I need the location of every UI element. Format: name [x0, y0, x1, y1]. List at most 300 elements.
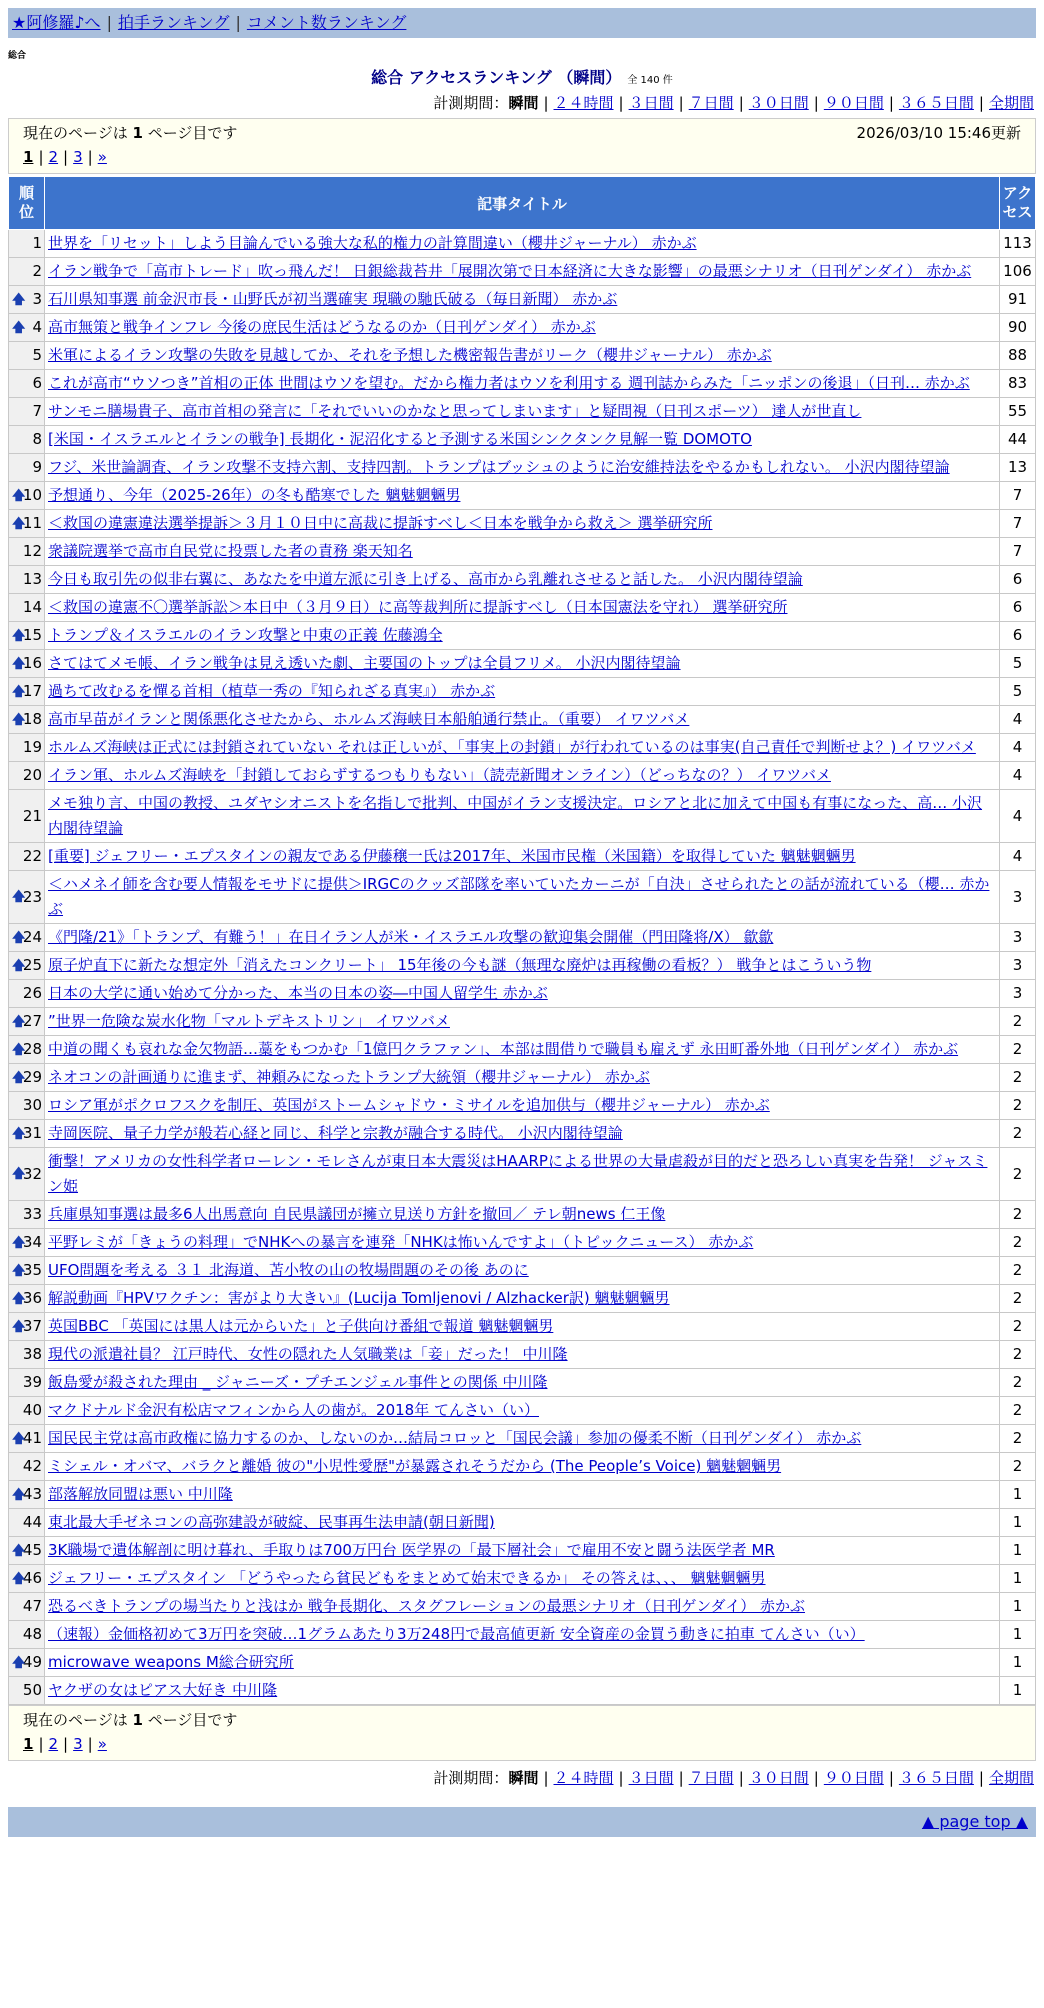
header-rank: 順位: [9, 177, 45, 230]
table-row: [9, 1565, 1036, 1593]
article-link[interactable]: 過ちて改むるを憚る首相（植草一秀の『知られざる真実』） 赤かぶ: [48, 682, 496, 700]
article-link[interactable]: 部落解放同盟は悪い 中川隆: [48, 1485, 233, 1503]
article-link[interactable]: 国民民主党は高市政権に協力するのか、しないのか…結局コロッと「国民会議」参加の優柔不断（日刊ゲンダイ） 赤かぶ: [48, 1429, 862, 1447]
page-link[interactable]: 3: [73, 148, 83, 166]
article-link[interactable]: ネオコンの計画通りに進まず、神頼みになったトランプ大統領（櫻井ジャーナル） 赤かぶ: [48, 1068, 650, 1086]
period-option-link[interactable]: ９０日間: [823, 1769, 884, 1787]
title-cell: [45, 566, 1000, 594]
article-link[interactable]: トランプ＆イスラエルのイラン攻撃と中東の正義 佐藤鴻全: [48, 626, 443, 644]
rank-cell: [9, 1677, 45, 1705]
rank-cell: [9, 1565, 45, 1593]
rank-cell: [9, 678, 45, 706]
article-link[interactable]: 衆議院選挙で高市自民党に投票した者の責務 楽天知名: [48, 542, 413, 560]
article-link[interactable]: さてはてメモ帳、イラン戦争は見え透いた劇、主要国のトップは全員フリメ。 小沢内閣待望論: [48, 654, 681, 672]
table-row: [9, 1621, 1036, 1649]
rank-number: 14: [22, 598, 42, 616]
article-link[interactable]: 原子炉直下に新たな想定外「消えたコンクリート」 15年後の今も謎（無理な廃炉は再稼働の看板？） 戦争とはこういう物: [48, 956, 872, 974]
table-row: [9, 843, 1036, 871]
period-separator: |: [678, 94, 684, 112]
period-option-link[interactable]: ３０日間: [748, 94, 809, 112]
title-cell: [45, 370, 1000, 398]
rank-cell: [9, 1285, 45, 1313]
rank-number: 38: [22, 1345, 42, 1363]
title-cell: [45, 843, 1000, 871]
table-row: [9, 1257, 1036, 1285]
next-page-link[interactable]: »: [97, 148, 107, 166]
article-link[interactable]: ジェフリー・エプスタイン 「どうやったら貧民どもをまとめて始末できるか」 その答えは、、、 魑魅魍魎男: [48, 1569, 766, 1587]
rank-cell: [9, 843, 45, 871]
period-option-link[interactable]: ３６５日間: [898, 1769, 974, 1787]
arrow-up-icon: 🡅: [12, 1263, 26, 1278]
rank-cell: [9, 980, 45, 1008]
article-link[interactable]: ロシア軍がポクロフスクを制圧、英国がストームシャドウ・ミサイルを追加供与（櫻井ジャーナル） 赤かぶ: [48, 1096, 770, 1114]
article-link[interactable]: ＜救国の違憲違法選挙提訴＞３月１０日中に高裁に提訴すべし＜日本を戦争から救え＞ 選挙研究所: [48, 514, 713, 532]
access-count: 7: [1000, 510, 1036, 538]
title-cell: [45, 1621, 1000, 1649]
rank-number: 16: [22, 654, 42, 672]
arrow-up-icon: 🡅: [12, 712, 26, 727]
rank-cell: [9, 1481, 45, 1509]
rank-cell: [9, 398, 45, 426]
period-separator: |: [978, 1769, 984, 1787]
period-option-link[interactable]: ３０日間: [748, 1769, 809, 1787]
pager-top: [8, 118, 1036, 174]
ranking-table: [8, 176, 1036, 1705]
top-nav-bar: [8, 8, 1036, 38]
article-link[interactable]: ホルムズ海峡は正式には封鎖されていない それは正しいが、「事実上の封鎖」が行われているのは事実(自己責任で判断せよ？) イワツバメ: [48, 738, 976, 756]
rank-number: 43: [22, 1485, 42, 1503]
period-selector: [0, 1767, 1034, 1789]
nav-separator: |: [106, 13, 112, 32]
arrow-up-icon: 🡅: [12, 1235, 26, 1250]
arrow-up-icon: 🡅: [12, 628, 26, 643]
page-top-link[interactable]: ▲ page top ▲: [921, 1812, 1028, 1831]
article-link[interactable]: 寺岡医院、量子力学が般若心経と同じ、科学と宗教が融合する時代。 小沢内閣待望論: [48, 1124, 623, 1142]
period-option-link[interactable]: ３日間: [628, 1769, 674, 1787]
arrow-up-icon: 🡅: [12, 1431, 26, 1446]
title-cell: [45, 952, 1000, 980]
rank-number: 37: [22, 1317, 42, 1335]
period-option-link[interactable]: ３６５日間: [898, 94, 974, 112]
table-row: [9, 1092, 1036, 1120]
table-row: [9, 1509, 1036, 1537]
page-link[interactable]: 3: [73, 1735, 83, 1753]
rank-number: 17: [22, 682, 42, 700]
arrow-up-icon: 🡅: [12, 320, 26, 335]
article-link[interactable]: 中道の聞くも哀れな金欠物語…藁をもつかむ「1億円クラファン」、本部は間借りで職員も雇えず 永田町番外地（日刊ゲンダイ） 赤かぶ: [48, 1040, 959, 1058]
rank-number: 19: [22, 738, 42, 756]
article-link[interactable]: サンモニ膳場貴子、高市首相の発言に「それでいいのかなと思ってしまいます」と疑問視（日刊スポーツ） 達人が世直し: [48, 402, 862, 420]
current-page-text: 現在のページは 1 ページ目です: [23, 124, 238, 142]
access-count: 2: [1000, 1008, 1036, 1036]
title-cell: [45, 1397, 1000, 1425]
period-separator: |: [678, 1769, 684, 1787]
access-count: 4: [1000, 790, 1036, 843]
title-cell: [45, 1453, 1000, 1481]
rank-number: 2: [32, 262, 42, 280]
title-cell: [45, 622, 1000, 650]
period-separator: |: [813, 1769, 819, 1787]
arrow-up-icon: 🡅: [12, 292, 26, 307]
table-row: [9, 1677, 1036, 1705]
rank-cell: [9, 1369, 45, 1397]
rank-cell: [9, 650, 45, 678]
article-link[interactable]: [米国・イスラエルとイランの戦争] 長期化・泥沼化すると予測する米国シンクタンク見解一覧 DOMOTO: [48, 430, 752, 448]
title-cell: [45, 258, 1000, 286]
rank-number: 39: [22, 1373, 42, 1391]
page-separator: |: [38, 1735, 44, 1753]
comment-ranking-link[interactable]: コメント数ランキング: [246, 13, 407, 32]
article-link[interactable]: [重要] ジェフリー・エプスタインの親友である伊藤穣一氏は2017年、米国市民権（米国籍）を取得していた 魑魅魍魎男: [48, 847, 856, 865]
article-link[interactable]: 飯島愛が殺された理由 _ ジャニーズ・プチエンジェル事件との関係 中川隆: [48, 1373, 548, 1391]
article-link[interactable]: microwave weapons M総合研究所: [48, 1653, 294, 1671]
rank-number: 10: [22, 486, 42, 504]
rank-number: 11: [22, 514, 42, 532]
rank-number: 20: [22, 766, 42, 784]
title-cell: [45, 1229, 1000, 1257]
table-row: [9, 566, 1036, 594]
home-link[interactable]: ★阿修羅♪へ: [12, 13, 101, 32]
table-row: [9, 706, 1036, 734]
table-row: [9, 1593, 1036, 1621]
access-count: 113: [1000, 230, 1036, 258]
title-cell: [45, 1201, 1000, 1229]
table-row: [9, 1008, 1036, 1036]
table-row: [9, 762, 1036, 790]
article-link[interactable]: 石川県知事選 前金沢市長・山野氏が初当選確実 現職の馳氏破る（毎日新聞） 赤かぶ: [48, 290, 618, 308]
access-count: 2: [1000, 1036, 1036, 1064]
table-row: [9, 734, 1036, 762]
table-row: [9, 1537, 1036, 1565]
rank-number: 31: [22, 1124, 42, 1142]
period-option-link[interactable]: 全期間: [988, 1769, 1034, 1787]
clap-ranking-link[interactable]: 拍手ランキング: [117, 13, 230, 32]
article-link[interactable]: イラン戦争で「高市トレード」吹っ飛んだ！ 日銀総裁苔井「展開次第で日本経済に大きな影響」の最悪シナリオ（日刊ゲンダイ） 赤かぶ: [48, 262, 972, 280]
title-cell: [45, 454, 1000, 482]
rank-number: 13: [22, 570, 42, 588]
article-link[interactable]: ＜ハメネイ師を含む要人情報をモサドに提供＞IRGCのクッズ部隊を率いていたカーニが「自決」させられたとの話が流れている（櫻… 赤かぶ: [48, 875, 990, 918]
rank-cell: [9, 286, 45, 314]
rank-cell: [9, 734, 45, 762]
article-link[interactable]: フジ、米世論調査、イラン攻撃不支持六割、支持四割。トランプはブッシュのように治安維持法をやるかもしれない。 小沢内閣待望論: [48, 458, 950, 476]
rank-number: 45: [22, 1541, 42, 1559]
table-row: [9, 426, 1036, 454]
article-link[interactable]: （速報）金価格初めて3万円を突破…1グラムあたり3万248円で最高値更新 安全資産の金買う動きに拍車 てんさい（い）: [48, 1625, 865, 1643]
table-row: [9, 1341, 1036, 1369]
rank-number: 6: [32, 374, 42, 392]
arrow-up-icon: 🡅: [12, 1543, 26, 1558]
rank-number: 46: [22, 1569, 42, 1587]
period-option-link[interactable]: 全期間: [988, 94, 1034, 112]
table-row: [9, 1120, 1036, 1148]
rank-cell: [9, 952, 45, 980]
rank-cell: [9, 1453, 45, 1481]
access-count: 7: [1000, 538, 1036, 566]
article-link[interactable]: 日本の大学に通い始めて分かった、本当の日本の姿―中国人留学生 赤かぶ: [48, 984, 548, 1002]
rank-number: 44: [22, 1513, 42, 1531]
nav-separator: |: [235, 13, 241, 32]
table-row: [9, 454, 1036, 482]
rank-cell: [9, 482, 45, 510]
period-option-link[interactable]: ７日間: [688, 1769, 734, 1787]
article-link[interactable]: 米軍によるイラン攻撃の失敗を見越してか、それを予想した機密報告書がリーク（櫻井ジャーナル） 赤かぶ: [48, 346, 772, 364]
rank-cell: [9, 1425, 45, 1453]
period-separator: |: [813, 94, 819, 112]
table-row: [9, 398, 1036, 426]
rank-cell: [9, 871, 45, 924]
article-link[interactable]: 解説動画『HPVワクチン：害がより大きい』(Lucija Tomljenovi / Alzhacker訳) 魑魅魍魎男: [48, 1289, 670, 1307]
rank-number: 47: [22, 1597, 42, 1615]
article-link[interactable]: 平野レミが「きょうの料理」でNHKへの暴言を連発「NHKは怖いんですよ」（トピックニュース） 赤かぶ: [48, 1233, 754, 1251]
page-title: 総合 アクセスランキング （瞬間）: [371, 68, 622, 87]
rank-cell: [9, 566, 45, 594]
article-link[interactable]: マクドナルド金沢有松店マフィンから人の歯が。2018年 てんさい（い）: [48, 1401, 539, 1419]
title-cell: [45, 734, 1000, 762]
rank-cell: [9, 594, 45, 622]
title-cell: [45, 1008, 1000, 1036]
rank-number: 22: [22, 847, 42, 865]
arrow-up-icon: 🡅: [12, 1126, 26, 1141]
table-row: [9, 790, 1036, 843]
rank-number: 35: [22, 1261, 42, 1279]
arrow-up-icon: 🡅: [12, 516, 26, 531]
page-links: [23, 1732, 1021, 1758]
access-count: 44: [1000, 426, 1036, 454]
title-cell: [45, 342, 1000, 370]
period-option-link[interactable]: ３日間: [628, 94, 674, 112]
article-link[interactable]: 現代の派遣社員？ 江戸時代、女性の隠れた人気職業は「妾」だった！ 中川隆: [48, 1345, 568, 1363]
article-link[interactable]: イラン軍、ホルムズ海峡を「封鎖しておらずするつもりもない」（読売新聞オンライン）（どっちなの？） イワツバメ: [48, 766, 831, 784]
article-link[interactable]: 高市無策と戦争インフレ 今後の庶民生活はどうなるのか（日刊ゲンダイ） 赤かぶ: [48, 318, 596, 336]
period-current: 瞬間: [508, 1769, 539, 1787]
table-row: [9, 952, 1036, 980]
arrow-up-icon: 🡅: [12, 656, 26, 671]
access-count: 4: [1000, 734, 1036, 762]
title-cell: [45, 706, 1000, 734]
category-label: 総合: [8, 51, 27, 61]
title-cell: [45, 1036, 1000, 1064]
title-cell: [45, 1064, 1000, 1092]
title-cell: [45, 1425, 1000, 1453]
arrow-up-icon: 🡅: [12, 1070, 26, 1085]
article-link[interactable]: ミシェル・オバマ、バラクと離婚 彼の"小児性愛歴"が暴露されそうだから (The People’s Voice) 魑魅魍魎男: [48, 1457, 782, 1475]
access-count: 2: [1000, 1453, 1036, 1481]
title-cell: [45, 1677, 1000, 1705]
rank-number: 34: [22, 1233, 42, 1251]
rank-number: 29: [22, 1068, 42, 1086]
table-row: [9, 1425, 1036, 1453]
access-count: 6: [1000, 566, 1036, 594]
access-count: 5: [1000, 678, 1036, 706]
title-cell: [45, 1285, 1000, 1313]
page-separator: |: [87, 1735, 93, 1753]
page-current: 1: [23, 148, 34, 166]
rank-number: 32: [22, 1164, 42, 1183]
rank-number: 36: [22, 1289, 42, 1307]
access-count: 2: [1000, 1201, 1036, 1229]
rank-cell: [9, 1229, 45, 1257]
arrow-up-icon: 🡅: [12, 958, 26, 973]
rank-cell: [9, 622, 45, 650]
rank-cell: [9, 1313, 45, 1341]
access-count: 2: [1000, 1120, 1036, 1148]
article-link[interactable]: ＜救国の違憲不〇選挙訴訟＞本日中（３月９日）に高等裁判所に提訴すべし（日本国憲法を守れ） 選挙研究所: [48, 598, 788, 616]
table-row: [9, 1313, 1036, 1341]
table-row: [9, 1481, 1036, 1509]
access-count: 7: [1000, 482, 1036, 510]
access-count: 5: [1000, 650, 1036, 678]
access-count: 1: [1000, 1481, 1036, 1509]
access-count: 1: [1000, 1677, 1036, 1705]
title-cell: [45, 286, 1000, 314]
arrow-up-icon: 🡅: [12, 684, 26, 699]
table-row: [9, 258, 1036, 286]
article-link[interactable]: 衝撃！アメリカの女性科学者ローレン・モレさんが東日本大震災はHAARPによる世界の大量虐殺が目的だと恐ろしい真実を告発！ ジャスミン姫: [48, 1152, 988, 1195]
title-cell: [45, 650, 1000, 678]
table-row: [9, 980, 1036, 1008]
article-link[interactable]: 3K職場で遺体解剖に明け暮れ、手取りは700万円台 医学界の「最下層社会」で雇用不安と闘う法医学者 MR: [48, 1541, 775, 1559]
access-count: 2: [1000, 1425, 1036, 1453]
rank-cell: [9, 762, 45, 790]
rank-cell: [9, 1201, 45, 1229]
rank-cell: [9, 1120, 45, 1148]
rank-cell: [9, 1649, 45, 1677]
title-cell: [45, 1537, 1000, 1565]
rank-cell: [9, 1397, 45, 1425]
article-link[interactable]: ヤクザの女はピアス大好き 中川隆: [48, 1681, 278, 1699]
access-count: 2: [1000, 1092, 1036, 1120]
rank-cell: [9, 510, 45, 538]
period-separator: |: [738, 94, 744, 112]
period-option-link[interactable]: ９０日間: [823, 94, 884, 112]
article-link[interactable]: 世界を「リセット」しよう目論んでいる強大な私的権力の計算間違い（櫻井ジャーナル） 赤かぶ: [48, 234, 697, 252]
access-count: 1: [1000, 1509, 1036, 1537]
article-link[interactable]: 英国BBC 「英国には黒人は元からいた」と子供向け番組で報道 魑魅魍魎男: [48, 1317, 554, 1335]
arrow-up-icon: 🡅: [12, 889, 26, 905]
article-link[interactable]: 東北最大手ゼネコンの高弥建設が破綻、民事再生法申請(朝日新聞): [48, 1513, 495, 1531]
title-cell: [45, 1649, 1000, 1677]
period-current: 瞬間: [508, 94, 539, 112]
table-row: [9, 1229, 1036, 1257]
rank-cell: [9, 1036, 45, 1064]
rank-cell: [9, 1537, 45, 1565]
access-count: 6: [1000, 622, 1036, 650]
article-link[interactable]: 今日も取引先の似非右翼に、あなたを中道左派に引き上げる、高市から乳離れさせると話した。 小沢内閣待望論: [48, 570, 803, 588]
title-cell: [45, 790, 1000, 843]
rank-cell: [9, 258, 45, 286]
rank-cell: [9, 1621, 45, 1649]
arrow-up-icon: 🡅: [12, 488, 26, 503]
access-count: 2: [1000, 1148, 1036, 1201]
rank-cell: [9, 1257, 45, 1285]
access-count: 91: [1000, 286, 1036, 314]
access-count: 4: [1000, 762, 1036, 790]
rank-number: 1: [32, 234, 42, 252]
page-current: 1: [23, 1735, 34, 1753]
period-option-link[interactable]: ２４時間: [553, 1769, 614, 1787]
header-title: 記事タイトル: [45, 177, 1000, 230]
pager-bottom: [8, 1705, 1036, 1761]
period-separator: |: [888, 94, 894, 112]
table-row: [9, 1064, 1036, 1092]
page-link[interactable]: 2: [48, 148, 59, 166]
article-link[interactable]: メモ独り言、中国の教授、ユダヤシオニストを名指しで批判、中国がイラン支援決定。ロシアと北に加えて中国も有事になった、高… 小沢内閣待望論: [48, 794, 983, 837]
access-count: 3: [1000, 871, 1036, 924]
access-count: 88: [1000, 342, 1036, 370]
rank-number: 18: [22, 710, 42, 728]
article-link[interactable]: これが高市“ウソつき”首相の正体 世間はウソを望む。だから権力者はウソを利用する 週刊誌からみた「ニッポンの後退」（日刊… 赤かぶ: [48, 374, 970, 392]
period-separator: |: [618, 1769, 624, 1787]
rank-number: 27: [22, 1012, 42, 1030]
access-count: 2: [1000, 1229, 1036, 1257]
article-link[interactable]: 予想通り、今年（2025-26年）の冬も酷寒でした 魑魅魍魎男: [48, 486, 461, 504]
article-link[interactable]: 恐るべきトランプの場当たりと浅はか 戦争長期化、スタグフレーションの最悪シナリオ（日刊ゲンダイ） 赤かぶ: [48, 1597, 805, 1615]
title-cell: [45, 924, 1000, 952]
article-link[interactable]: 兵庫県知事選は最多6人出馬意向 自民県議団が擁立見送り方針を撤回／ テレ朝news 仁王像: [48, 1205, 666, 1223]
title-cell: [45, 1092, 1000, 1120]
table-row: [9, 1369, 1036, 1397]
rank-number: 25: [22, 956, 42, 974]
article-link[interactable]: UFO問題を考える ３１ 北海道、苫小牧の山の牧場問題のその後 あのに: [48, 1261, 529, 1279]
table-row: [9, 1453, 1036, 1481]
rank-number: 42: [22, 1457, 42, 1475]
access-count: 3: [1000, 924, 1036, 952]
access-count: 2: [1000, 1257, 1036, 1285]
table-row: [9, 1201, 1036, 1229]
rank-number: 5: [32, 346, 42, 364]
title-cell: [45, 762, 1000, 790]
rank-number: 8: [32, 430, 42, 448]
page-link[interactable]: 2: [48, 1735, 59, 1753]
access-count: 90: [1000, 314, 1036, 342]
period-separator: |: [738, 1769, 744, 1787]
article-link[interactable]: 《門隆/21》「トランプ、有難う！」在日イラン人が米・イスラエル攻撃の歓迎集会開催（門田隆将/X） 歙歙: [48, 928, 774, 946]
rank-number: 30: [22, 1096, 42, 1114]
period-separator: |: [978, 94, 984, 112]
table-row: [9, 370, 1036, 398]
title-cell: [45, 980, 1000, 1008]
access-count: 55: [1000, 398, 1036, 426]
table-row: [9, 314, 1036, 342]
period-option-link[interactable]: ７日間: [688, 94, 734, 112]
period-option-link[interactable]: ２４時間: [553, 94, 614, 112]
article-link[interactable]: 高市早苗がイランと関係悪化させたから、ホルムズ海峡日本船舶通行禁止。（重要） イワツバメ: [48, 710, 690, 728]
total-count: 全 140 件: [627, 75, 673, 86]
period-separator: |: [618, 94, 624, 112]
access-count: 1: [1000, 1621, 1036, 1649]
rank-number: 9: [32, 458, 42, 476]
access-count: 4: [1000, 706, 1036, 734]
access-count: 2: [1000, 1285, 1036, 1313]
arrow-up-icon: 🡅: [12, 1487, 26, 1502]
access-count: 1: [1000, 1593, 1036, 1621]
period-label: 計測期間：: [433, 1769, 509, 1787]
next-page-link[interactable]: »: [97, 1735, 107, 1753]
table-row: [9, 1285, 1036, 1313]
rank-cell: [9, 426, 45, 454]
article-link[interactable]: ”世界一危険な炭水化物「マルトデキストリン」 イワツバメ: [48, 1012, 450, 1030]
rank-cell: [9, 314, 45, 342]
rank-number: 24: [22, 928, 42, 946]
arrow-up-icon: 🡅: [12, 1042, 26, 1057]
page-separator: |: [63, 1735, 69, 1753]
period-label: 計測期間：: [433, 94, 509, 112]
title-cell: [45, 538, 1000, 566]
rank-number: 48: [22, 1625, 42, 1643]
table-row: [9, 482, 1036, 510]
arrow-up-icon: 🡅: [12, 1291, 26, 1306]
rank-number: 3: [32, 290, 42, 308]
